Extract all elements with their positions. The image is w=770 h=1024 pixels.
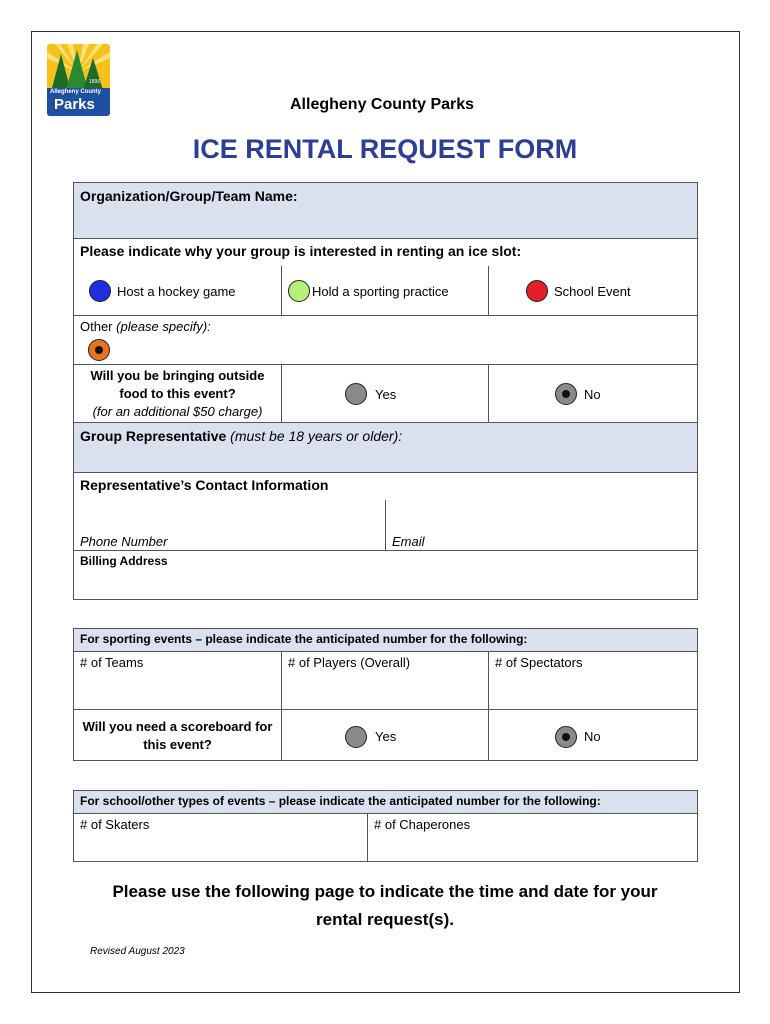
sporting-heading: For sporting events – please indicate the anticipated number for the following: bbox=[80, 632, 528, 646]
footer-note-line2: rental request(s). bbox=[316, 910, 454, 929]
scoreboard-yes-label: Yes bbox=[375, 729, 397, 744]
org-name-label: Organization/Group/Team Name: bbox=[80, 188, 298, 204]
radio-school-event[interactable] bbox=[526, 280, 548, 302]
footer-note-line1: Please use the following page to indicate the time and date for your bbox=[112, 882, 658, 901]
food-question-line2: food to this event? bbox=[119, 386, 236, 401]
billing-address-field[interactable] bbox=[74, 570, 697, 599]
group-rep-field[interactable] bbox=[74, 423, 697, 472]
radio-sporting-practice[interactable] bbox=[288, 280, 310, 302]
teams-field[interactable] bbox=[74, 672, 281, 709]
email-label: Email bbox=[392, 534, 425, 549]
radio-food-no[interactable] bbox=[555, 383, 577, 405]
reason-prompt: Please indicate why your group is interested in renting an ice slot: bbox=[80, 243, 522, 259]
spectators-field[interactable] bbox=[489, 672, 697, 709]
radio-scoreboard-yes[interactable] bbox=[345, 726, 367, 748]
scoreboard-no-label: No bbox=[584, 729, 601, 744]
other-label: Other (please specify): bbox=[80, 319, 211, 334]
phone-label: Phone Number bbox=[80, 534, 168, 549]
allegheny-parks-logo bbox=[47, 44, 110, 116]
radio-other[interactable] bbox=[88, 339, 110, 361]
logo-text-bottom: Parks bbox=[54, 96, 95, 113]
food-question-line1: Will you be bringing outside bbox=[90, 368, 265, 383]
phone-field[interactable] bbox=[74, 500, 385, 534]
food-yes-label: Yes bbox=[375, 387, 397, 402]
logo-year: 1896 bbox=[89, 79, 101, 85]
chaperones-field[interactable] bbox=[368, 834, 697, 861]
food-note: (for an additional $50 charge) bbox=[92, 404, 263, 419]
org-title: Allegheny County Parks bbox=[290, 96, 475, 113]
scoreboard-question-line2: this event? bbox=[143, 737, 212, 752]
billing-address-label: Billing Address bbox=[80, 554, 168, 568]
school-heading: For school/other types of events – please indicate the anticipated number for the following: bbox=[80, 794, 601, 808]
logo-text-top: Allegheny County bbox=[50, 89, 102, 95]
option-host-hockey-label: Host a hockey game bbox=[117, 284, 236, 299]
food-no-label: No bbox=[584, 387, 601, 402]
form-title: ICE RENTAL REQUEST FORM bbox=[192, 134, 578, 164]
sporting-heading-row bbox=[74, 629, 697, 651]
players-field[interactable] bbox=[282, 672, 488, 709]
teams-label: # of Teams bbox=[80, 655, 144, 670]
players-label: # of Players (Overall) bbox=[288, 655, 411, 670]
school-heading-row bbox=[74, 791, 697, 813]
radio-food-yes[interactable] bbox=[345, 383, 367, 405]
revised-date: Revised August 2023 bbox=[90, 946, 185, 957]
scoreboard-question-line1: Will you need a scoreboard for bbox=[82, 719, 273, 734]
rep-hint: (must be 18 years or older): bbox=[230, 428, 403, 444]
org-name-field[interactable] bbox=[74, 183, 697, 238]
radio-host-hockey[interactable] bbox=[89, 280, 111, 302]
contact-info-label: Representative’s Contact Information bbox=[80, 477, 329, 493]
option-school-label: School Event bbox=[554, 284, 631, 299]
radio-scoreboard-no[interactable] bbox=[555, 726, 577, 748]
option-practice-label: Hold a sporting practice bbox=[312, 284, 449, 299]
email-field[interactable] bbox=[386, 500, 697, 534]
skaters-label: # of Skaters bbox=[80, 817, 150, 832]
spectators-label: # of Spectators bbox=[495, 655, 583, 670]
skaters-field[interactable] bbox=[74, 834, 367, 861]
chaperones-label: # of Chaperones bbox=[374, 817, 471, 832]
rep-label: Group Representative bbox=[80, 428, 227, 444]
